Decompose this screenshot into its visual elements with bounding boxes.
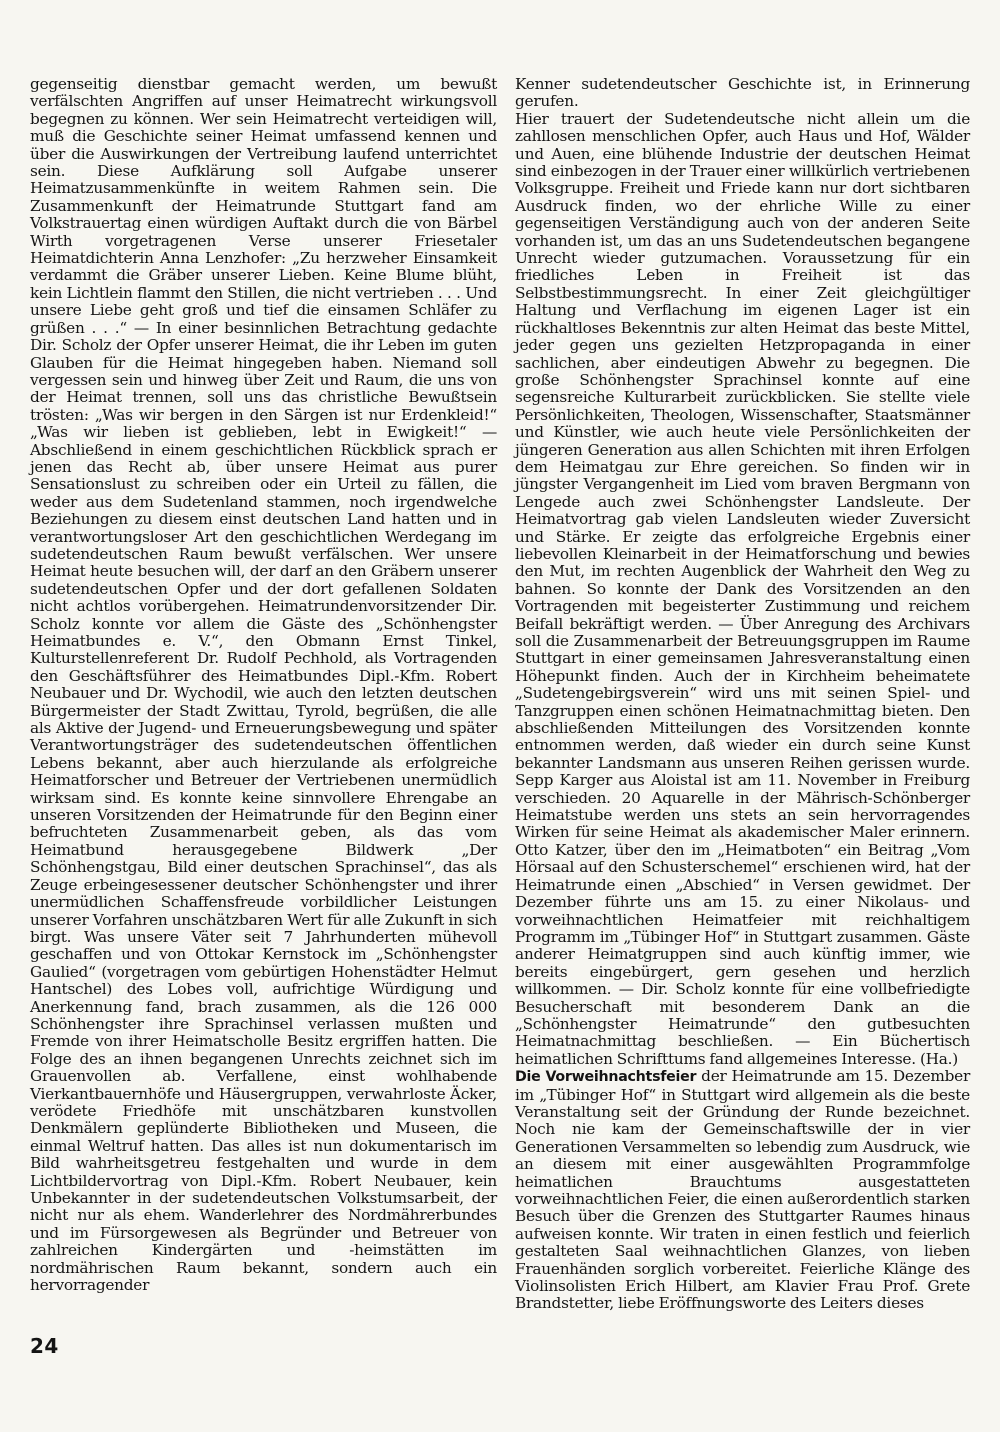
section-paragraph [515,1068,970,1313]
page-number: 24 [30,1334,59,1358]
left-column [30,76,497,1294]
right-column [515,76,970,1313]
paragraph: gegenseitig dienstbar gemacht werden, um bewußt verfälschten Angriffen auf unser Heimatrecht wirkungsvoll begegnen zu können. Wer sein Heimatrecht verteidigen will, muß die Geschichte seiner Heimat umfassend kennen und über die Auswirkungen der Vertreibung laufend unterrichtet sein. Diese Aufklärung soll Aufgabe unserer Heimatzusammenkünfte in weitem Rahmen sein. Die Zusammenkunft der Heimatrunde Stuttgart fand am Volkstrauertag einen würdigen Auftakt durch die von Bärbel Wirth vorgetragenen Verse unserer Friesetaler Heimatdichterin Anna Lenzhofer: „Zu herzweher Einsamkeit verdammt die Gräber unserer Lieben. Keine Blume blüht, kein Lichtlein flammt den Stillen, die nicht vertrieben . . . Und unsere Liebe geht groß und tief die einsamen Schläfer zu grüßen . . .“ — In einer besinnlichen Betrachtung gedachte Dir. Scholz der Opfer unserer Heimat, die ihr Leben im guten Glauben für die Heimat hingegeben haben. Niemand soll vergessen sein und hinweg über Zeit und Raum, die uns von der Heimat trennen, soll uns das christliche Bewußtsein trösten: „Was wir bergen in den Särgen ist nur Erdenkleid!“ „Was wir lieben ist geblieben, lebt in Ewigkeit!“ — Abschließend in einem geschichtlichen Rückblick sprach er jenen das Recht ab, über unsere Heimat aus purer Sensationslust zu schreiben oder ein Urteil zu fällen, die weder aus dem Sudetenland stammen, noch irgendwelche Beziehungen zu diesem einst deutschen Land hatten und in verantwortungsloser Art den geschichtlichen Werdegang im sudetendeutschen Raum bewußt verfälschen. Wer unsere Heimat heute besuchen will, der darf an den Gräbern unserer sudetendeutschen Opfer und der dort gefallenen Soldaten nicht achtlos vorübergehen. Heimatrundenvorsitzender Dir. Scholz konnte vor allem die Gäste des „Schönhengster Heimatbundes e. V.“, den Obmann Ernst Tinkel, Kulturstellenreferent Dr. Rudolf Pechhold, als Vortragenden den Geschäftsführer des Heimatbundes Dipl.-Kfm. Robert Neubauer und Dr. Wychodil, wie auch den letzten deutschen Bürgermeister der Stadt Zwittau, Tyrold, begrüßen, die alle als Aktive der Jugend- und Erneuerungsbewegung und später Verantwortungsträger des sudetendeutschen öffentlichen Lebens bekannt, aber auch hierzulande als erfolgreiche Heimatforscher und Betreuer der Vertriebenen unermüdlich wirksam sind. Es konnte keine sinnvollere Ehrengabe an unseren Vorsitzenden der Heimatrunde für den Beginn einer befruchteten Zusammenarbeit geben, als das vom Heimatbund herausgegebene Bildwerk „Der Schönhengstgau, Bild einer deutschen Sprachinsel“, das als Zeuge erbeingesessener deutscher Schönhengster und ihrer unermüdlichen Schaffensfreude vorbildlicher Leistungen unserer Vorfahren unschätzbaren Wert für alle Zukunft in sich birgt. Was unsere Väter seit 7 Jahrhunderten mühevoll geschaffen und von Ottokar Kernstock im „Schönhengster Gaulied“ (vorgetragen vom gebürtigen Hohenstädter Helmut Hantschel) des Lobes voll, aufrichtige Würdigung und Anerkennung fand, brach zusammen, als die 126 000 Schönhengster ihre Sprachinsel verlassen mußten und Fremde von ihrer Heimatscholle Besitz ergriffen hatten. Die Folge des an ihnen begangenen Unrechts zeichnet sich im Grauenvollen ab. Verfallene, einst wohlhabende Vierkantbauernhöfe und Häusergruppen, verwahrloste Äcker, verödete Friedhöfe mit unschätzbaren kunstvollen Denkmälern geplünderte Bibliotheken und Museen, die einmal Weltruf hatten. Das alles ist nun dokumentarisch im Bild wahrheitsgetreu festgehalten und wurde in dem Lichtbildervortrag von Dipl.-Kfm. Robert Neubauer, kein Unbekannter in der sudetendeutschen Volkstumsarbeit, der nicht nur als ehem. Wanderlehrer des Nordmährerbundes und im Fürsorgewesen als Begründer und Betreuer von zahlreichen Kindergärten und -heimstätten im nordmährischen Raum bekannt, sondern auch ein hervorragender [30,75,497,1295]
paragraph: Kenner sudetendeutscher Geschichte ist, in Erinnerung gerufen. [515,75,970,111]
paragraph: Hier trauert der Sudetendeutsche nicht allein um die zahllosen menschlichen Opfer, auch Haus und Hof, Wälder und Auen, eine blühende Industrie der deutschen Heimat sind einbezogen in der Trauer einer willkürlich vertriebenen Volksgruppe. Freiheit und Friede kann nur dort sichtbaren Ausdruck finden, wo der ehrliche Wille zu einer gegenseitigen Verständigung auch von der anderen Seite vorhanden ist, um das an uns Sudetendeutschen begangene Unrecht wieder gutzumachen. Voraussetzung für ein friedliches Leben in Freiheit ist das Selbstbestimmungsrecht. In einer Zeit gleichgültiger Haltung und Verflachung im eigenen Lager ist ein rückhaltloses Bekenntnis zur alten Heimat das beste Mittel, jeder gegen uns gezielten Hetzpropaganda in einer sachlichen, aber eindeutigen Abwehr zu begegnen. Die große Schönhengster Sprachinsel konnte auf eine segensreiche Kulturarbeit zurückblicken. Sie stellte viele Persönlichkeiten, Theologen, Wissenschafter, Staatsmänner und Künstler, wie auch heute viele Persönlichkeiten der jüngeren Generation aus allen Schichten mit ihren Erfolgen dem Heimatgau zur Ehre gereichen. So finden wir in jüngster Vergangenheit im Lied vom braven Bergmann von Lengede auch zwei Schönhengster Landsleute. Der Heimatvortrag gab vielen Landsleuten wieder Zuversicht und Stärke. Er zeigte das erfolgreiche Ergebnis einer liebevollen Kleinarbeit in der Heimatforschung und bewies den Mut, im rechten Augenblick der Wahrheit den Weg zu bahnen. So konnte der Dank des Vorsitzenden an den Vortragenden mit begeisterter Zustimmung und reichem Beifall bekräftigt werden. — Über Anregung des Archivars soll die Zusammenarbeit der Betreuungsgruppen im Raume Stuttgart in einer gemeinsamen Jahresveranstaltung einen Höhepunkt finden. Auch der in Kirchheim beheimatete „Sudetengebirgsverein“ wird uns mit seinen Spiel- und Tanzgruppen einen schönen Heimatnachmittag bieten. Den abschließenden Mitteilungen des Vorsitzenden konnte entnommen werden, daß wieder ein durch seine Kunst bekannter Landsmann aus unseren Reihen gerissen wurde. Sepp Karger aus Aloistal ist am 11. November in Freiburg verschieden. 20 Aquarelle in der Mährisch-Schönberger Heimatstube werden uns stets an sein hervorragendes Wirken für seine Heimat als akademischer Maler erinnern. Otto Katzer, über den im „Heimatboten“ ein Beitrag „Vom Hörsaal auf den Schusterschemel“ erschienen wird, hat der Heimatrunde einen „Abschied“ in Versen gewidmet. Der Dezember führte uns am 15. zu einer Nikolaus- und vorweihnachtlichen Heimatfeier mit reichhaltigem Programm im „Tübinger Hof“ in Stuttgart zusammen. Gäste anderer Heimatgruppen sind auch künftig immer, wie bereits eingebürgert, gern gesehen und herzlich willkommen. — Dir. Scholz konnte für eine vollbefriedigte Besucherschaft mit besonderem Dank an die „Schönhengster Heimatrunde“ den gutbesuchten Heimatnachmittag beschließen. — Ein Büchertisch heimatlichen Schrifttums fand allgemeines Interesse. (Ha.) [515,109,970,1068]
section-runin-heading: Die Vorweihnachtsfeier [515,1069,697,1086]
section-text: der Heimatrunde am 15. Dezember im „Tübinger Hof“ in Stuttgart wird allgemein als die beste Veranstaltung seit der Gründung der Runde bezeichnet. Noch nie kam der Gemeinschaftswille der in vier Generationen Versammelten so lebendig zum Ausdruck, wie an diesem mit einer ausgewählten Programmfolge heimatlichen Brauchtums ausgestatteten vorweihnachtlichen Feier, die einen außerordentlich starken Besuch über die Grenzen des Stuttgarter Raumes hinaus aufweisen konnte. Wir traten in einen festlich und feierlich gestalteten Saal weihnachtlichen Glanzes, von lieben Frauenhänden sorglich vorbereitet. Feierliche Klänge des Violinsolisten Erich Hilbert, am Klavier Frau Prof. Grete Brandstetter, liebe Eröffnungsworte des Leiters dieses [515,1067,971,1313]
